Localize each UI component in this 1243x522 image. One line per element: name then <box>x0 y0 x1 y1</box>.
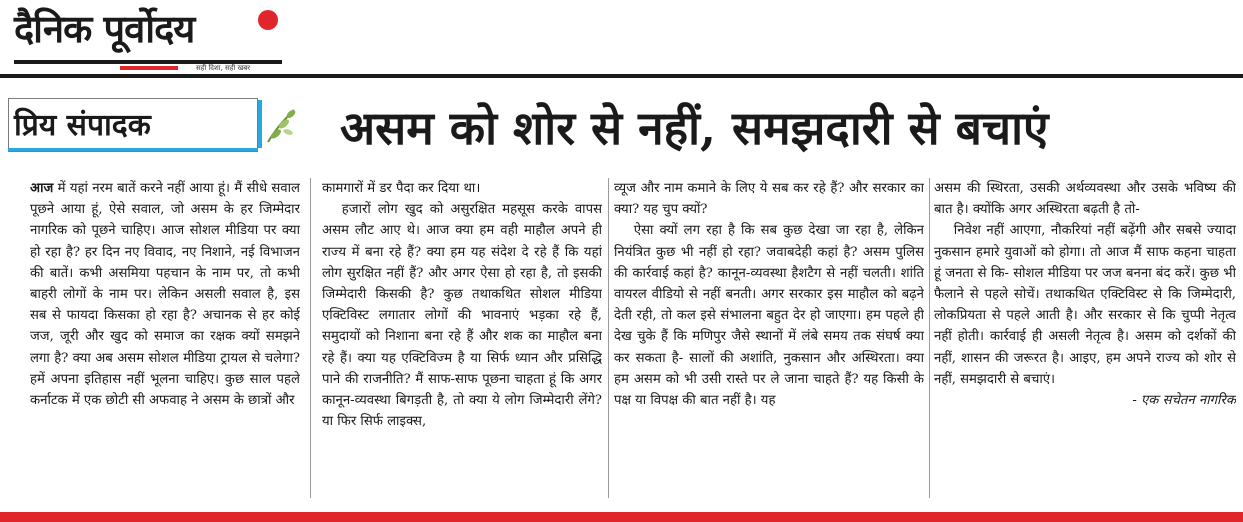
logo-red-bar <box>120 66 178 70</box>
masthead <box>0 0 1243 80</box>
lead-word: आज <box>30 181 54 196</box>
article-column-3 <box>614 178 924 500</box>
logo-tagline: सही दिशा, सही खबर <box>196 64 251 72</box>
article-column-1 <box>30 178 300 500</box>
section-underline <box>8 148 258 151</box>
newspaper-logo: दैनिक पूर्वोदय <box>14 7 195 51</box>
column-4-paragraph-1: असम की स्थिरता, उसकी अर्थव्यवस्था और उसके भविष्य की बात है। क्योंकि अगर अस्थिरता बढ़ती है तो- <box>934 181 1236 218</box>
column-2-paragraph-1: कामगारों में डर पैदा कर दिया था। <box>322 181 481 196</box>
column-3-paragraph-1: व्यूज और नाम कमाने के लिए ये सब कर रहे हैं? और सरकार का क्या? यह चुप क्यों? <box>614 181 924 218</box>
column-divider <box>929 178 930 498</box>
article-column-4 <box>934 178 1236 500</box>
section-accent-strip <box>258 100 262 148</box>
logo-sun-icon <box>258 10 278 30</box>
article-signature: - एक सचेतन नागरिक <box>1132 393 1236 409</box>
section-title: प्रिय संपादक <box>14 108 151 143</box>
column-1-text: में यहां नरम बातें करने नहीं आया हूं। मैं सीधे सवाल पूछने आया हूं, ऐसे सवाल, जो असम के हर जिम्मेदार नागरिक को पूछने चाहिए। आज सोशल मीडिया पर क्या हो रहा है? हर दिन नए विवाद, नए निशाने, नई विभाजन की बातें। कभी असमिया पहचान के नाम पर, तो कभी बाहरी लोगों के नाम पर। लेकिन असली सवाल है, इस सब से फायदा किसका हो रहा है? अचानक से हर कोई जज, जूरी और खुद को समाज का रक्षक क्यों समझने लगा है? क्या अब असम सोशल मीडिया ट्रायल से चलेगा? हमें अपना इतिहास नहीं भूलना चाहिए। कुछ साल पहले कर्नाटक में एक छोटी सी अफवाह ने असम के छात्रों और <box>30 181 300 409</box>
leaf-icon <box>264 104 300 144</box>
column-2-paragraph-2: हजारों लोग खुद को असुरक्षित महसूस करके वापस असम लौट आए थे। आज क्या हम वही माहौल अपने ही राज्य में बना रहे हैं? क्या हम यह संदेश दे रहे हैं कि यहां लोग सुरक्षित नहीं हैं? और अगर ऐसा हो रहा है, तो इसकी जिम्मेदारी किसकी है? कुछ तथाकथित सोशल मीडिया एक्टिविस्ट लगातार लोगों की भावनाएं भड़का रहे हैं, समुदायों को निशाना बना रहे हैं और शक का माहौल बना रहे हैं। क्या यह एक्टिविज्म है या सिर्फ ध्यान और प्रसिद्धि पाने की राजनीति? मैं साफ-साफ पूछना चाहता हूं कि अगर कानून-व्यवस्था बिगड़ती है, तो क्या ये लोग जिम्मेदारी लेंगे? या फिर सिर्फ लाइक्स, <box>322 202 602 430</box>
top-rule <box>0 74 1243 78</box>
bottom-rule <box>0 512 1243 522</box>
column-3-paragraph-2: ऐसा क्यों लग रहा है कि सब कुछ देखा जा रहा है, लेकिन नियंत्रित कुछ भी नहीं हो रहा? जवाबदेही कहां है? असम पुलिस की कार्रवाई कहां है? कानून-व्यवस्था हैशटैग से नहीं चलती। शांति वायरल वीडियो से नहीं बनती। अगर सरकार इस माहौल को बढ़ने देती रही, तो कल इसे संभालना बहुत देर हो जाएगा। हम पहले ही देख चुके हैं कि मणिपुर जैसे स्थानों में लंबे समय तक संघर्ष क्या कर सकता है- सालों की अशांति, नुकसान और अस्थिरता। क्या हम असम को भी उसी रास्ते पर ले जाना चाहते हैं? यह किसी के पक्ष या विपक्ष की बात नहीं है। यह <box>614 223 924 409</box>
article-column-2 <box>322 178 602 500</box>
article-headline: असम को शोर से नहीं, समझदारी से बचाएं <box>340 101 1049 155</box>
column-4-paragraph-2: निवेश नहीं आएगा, नौकरियां नहीं बढ़ेंगी और सबसे ज्यादा नुकसान हमारे युवाओं को होगा। तो आज मैं साफ कहना चाहता हूं जनता से कि- सोशल मीडिया पर जज बनना बंद करें। कुछ भी फैलाने से पहले सोचें। तथाकथित एक्टिविस्ट से कि जिम्मेदारी, लोकप्रियता से पहले आती है। और सरकार से कि चुप्पी नेतृत्व नहीं होती। कार्रवाई ही असली नेतृत्व है। असम को दर्शकों की नहीं, शासन की जरूरत है। आइए, हम अपने राज्य को शोर से नहीं, समझदारी से बचाएं। <box>934 223 1236 387</box>
column-divider <box>608 178 609 498</box>
column-divider <box>310 178 311 498</box>
